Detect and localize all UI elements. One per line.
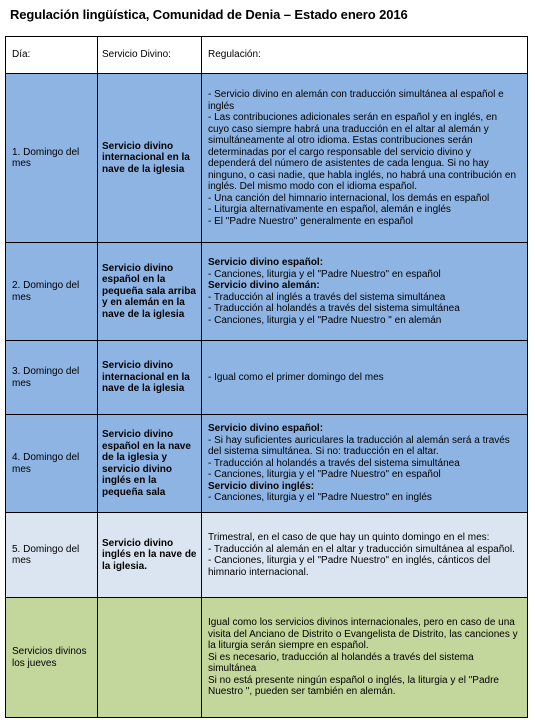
service-cell: Servicio divino español en la pequeña sala arriba y en alemán en la nave de la iglesia [98,243,202,341]
table-row [6,243,528,341]
header-day: Día: [6,37,98,74]
regulation-line: Igual como los servicios divinos internacionales, pero en caso de una visita del Anciano de Distrito o Evangelista de Distrito, las canciones y la liturgia serán siempre en español. [208,617,518,652]
regulation-line: - Las contribuciones adicionales serán en español y en inglés, en cuyo caso siempre habrá una traducción en el altar al alemán y simultáneamente al otro idioma. Estas contribuciones serán determinadas por el cargo responsable del servicio divino y dependerá del número de asistentes de cada lengua. Si no hay ninguno, o casi nadie, que habla inglés, no habrá una contribución en inglés. Del mismo modo con el idioma español. [208,112,517,192]
day-cell: 1. Domingo del mes [6,74,98,243]
regulation-line: - Canciones, liturgia y el "Padre Nuestro " en alemán [208,314,442,326]
day-cell: 4. Domingo del mes [6,415,98,513]
table-row [6,598,528,718]
regulation-cell [202,243,528,341]
page-title: Regulación lingüística, Comunidad de Denia – Estado enero 2016 [10,7,408,22]
header-service: Servicio Divino: [98,37,202,74]
table-row [6,415,528,513]
table-row [6,513,528,598]
regulation-cell [202,598,528,718]
regulation-subheading: Servicio divino español: [208,257,324,268]
regulation-cell [202,74,528,243]
regulation-line: - Traducción al alemán en el altar y traducción simultánea al español. [208,543,515,555]
service-cell [98,598,202,718]
regulation-line: Si no está presente ningún español o inglés, la liturgia y el "Padre Nuestro ", pueden ser también en alemán. [208,674,499,698]
service-cell: Servicio divino inglés en la nave de la iglesia. [98,513,202,598]
regulation-line: - Traducción al holandés a través del sistema simultánea [208,457,460,469]
regulation-line: - Canciones, liturgia y el "Padre Nuestro" en español [208,469,441,481]
table-row [6,74,528,243]
day-cell: 5. Domingo del mes [6,513,98,598]
regulation-line: - Traducción al holandés a través del sistema simultánea [208,303,460,314]
regulation-line: - Una canción del himnario internacional, los demás en español [208,192,490,204]
regulation-line: - Canciones, liturgia y el "Padre Nuestro" en español [208,268,441,280]
day-cell: 2. Domingo del mes [6,243,98,341]
regulation-line: - Canciones, liturgia y el "Padre Nuestro" en inglés, cánticos del himnario internacional. [208,555,491,578]
regulation-line: - Igual como el primer domingo del mes [208,371,384,383]
table-header-row [6,37,528,74]
header-regulation: Regulación: [202,37,528,74]
service-cell: Servicio divino español en la nave de la iglesia y servicio divino inglés en la pequeña sala [98,415,202,513]
regulation-subheading: Servicio divino español: [208,423,324,435]
regulation-line: Trimestral, en el caso de que hay un quinto domingo en el mes: [208,532,490,543]
regulation-cell [202,513,528,598]
regulation-line: - Servicio divino en alemán con traducción simultánea al español e inglés [208,89,504,112]
regulation-subheading: Servicio divino alemán: [208,280,320,291]
regulation-cell [202,415,528,513]
regulation-cell [202,341,528,415]
service-cell: Servicio divino internacional en la nave de la iglesia [98,341,202,415]
regulation-line: Si es necesario, traducción al holandés a través del sistema simultánea [208,651,474,675]
day-cell: Servicios divinos los jueves [6,598,98,718]
service-cell: Servicio divino internacional en la nave de la iglesia [98,74,202,243]
regulation-line: - Traducción al inglés a través del sistema simultánea [208,291,446,303]
regulation-line: - Si hay suficientes auriculares la traducción al alemán será a través del sistema simultánea. Si no: traducción en el altar. [208,434,510,458]
regulation-line: - El "Padre Nuestro" generalmente en español [208,215,413,227]
regulation-table [5,36,528,718]
regulation-line: - Canciones, liturgia y el "Padre Nuestro" en inglés [208,492,432,504]
regulation-subheading: Servicio divino inglés: [208,480,315,492]
day-cell: 3. Domingo del mes [6,341,98,415]
regulation-line: - Liturgia alternativamente en español, alemán e inglés [208,204,451,215]
table-row [6,341,528,415]
